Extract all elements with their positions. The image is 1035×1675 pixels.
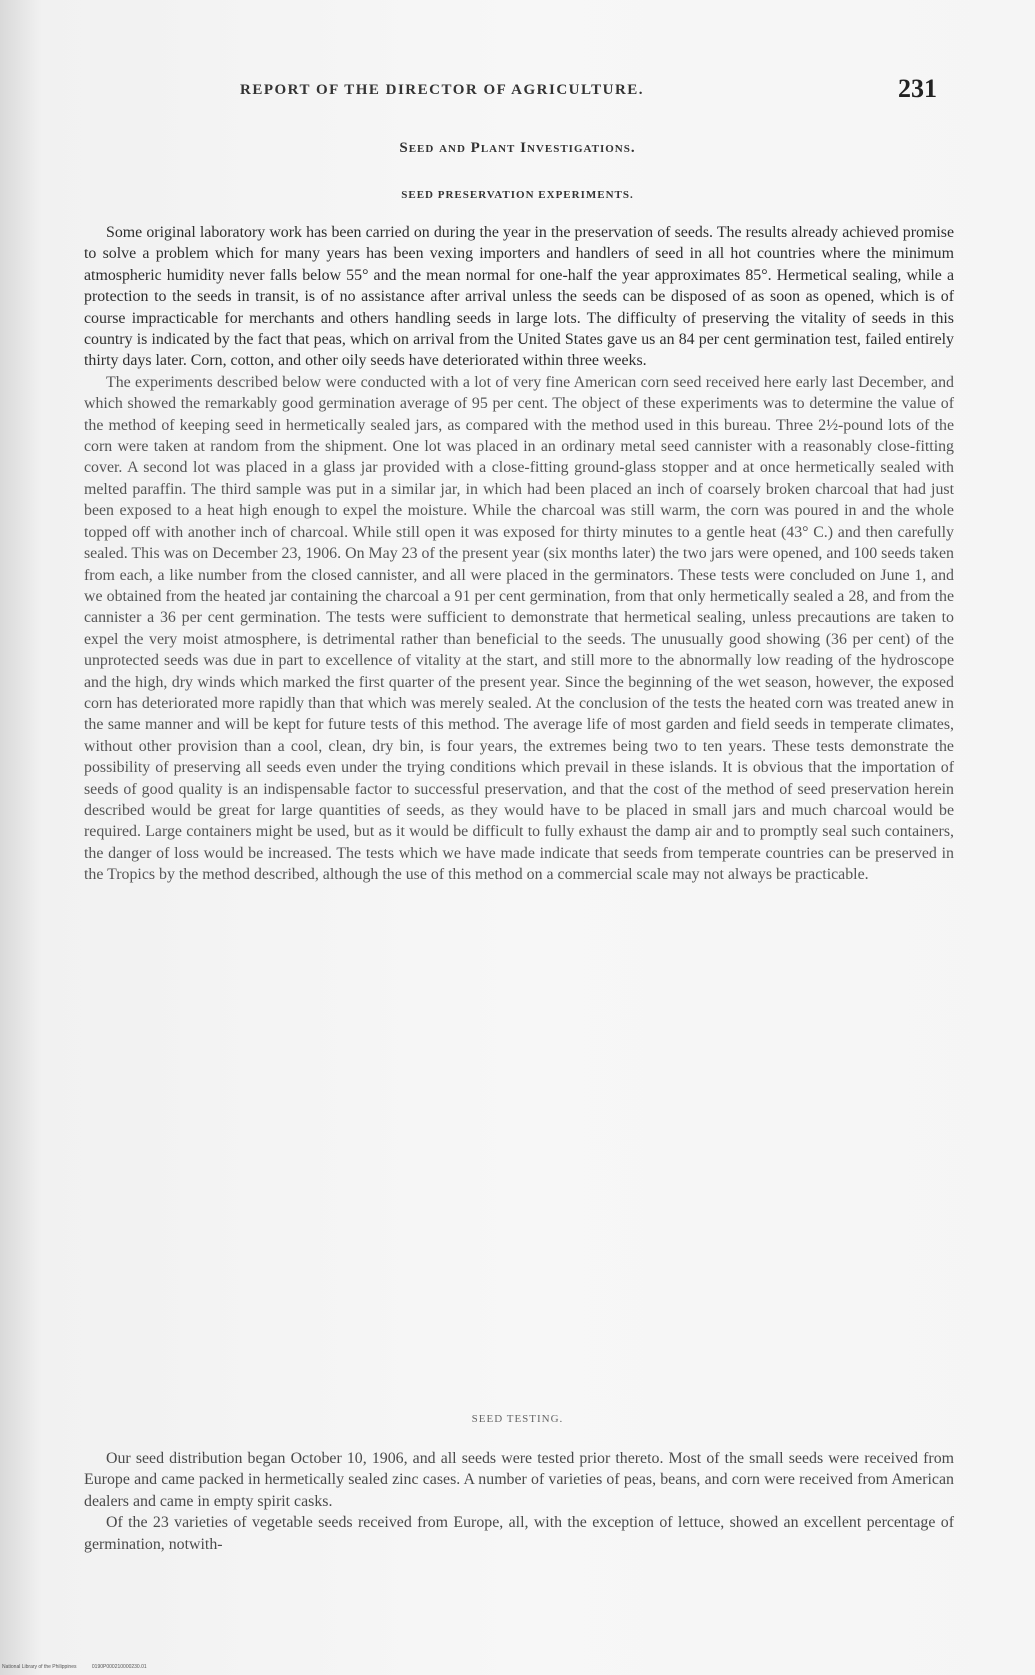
footer-library: National Library of the Philippines (2, 1664, 77, 1670)
seed-testing-text (84, 1448, 954, 1555)
scan-footer (2, 1664, 147, 1670)
paragraph: The experiments described below were conducted with a lot of very fine American corn seed received here early last December, and which showed the remarkably good germination average of 95 per cent. The object of these experiments was to determine the value of the method of keeping seed in hermetically sealed jars, as compared with the method used in this bureau. Three 2½-pound lots of the corn were taken at random from the shipment. One lot was placed in an ordinary metal seed cannister with a reasonably close-fitting cover. A second lot was placed in a glass jar provided with a close-fitting ground-glass stopper and at once hermetically sealed with melted paraffin. The third sample was put in a similar jar, in which had been placed an inch of coarsely broken charcoal that had just been exposed to a heat high enough to expel the moisture. While the charcoal was still warm, the corn was poured in and the whole topped off with another inch of charcoal. While still open it was exposed for thirty minutes to a gentle heat (43° C.) and then carefully sealed. This was on December 23, 1906. On May 23 of the present year (six months later) the two jars were opened, and 100 seeds taken from each, a like number from the closed cannister, and all were placed in the germinators. These tests were concluded on June 1, and we obtained from the heated jar containing the charcoal a 91 per cent germination, from that only hermetically sealed a 28, and from the cannister a 36 per cent germination. The tests were sufficient to demonstrate that hermetical sealing, unless precautions are taken to expel the very moist atmosphere, is detrimental rather than beneficial to the seeds. The unusually good showing (36 per cent) of the unprotected seeds was due in part to excellence of vitality at the start, and still more to the abnormally low reading of the hydroscope and the high, dry winds which marked the first quarter of the present year. Since the beginning of the wet season, however, the exposed corn has deteriorated more rapidly than that which was merely sealed. At the conclusion of the tests the heated corn was treated anew in the same manner and will be kept for future tests of this method. The average life of most garden and field seeds in temperate climates, without other provision than a cool, clean, dry bin, is four years, the extremes being two to ten years. These tests demonstrate the possibility of preserving all seeds even under the trying conditions which prevail in these islands. It is obvious that the importation of seeds of good quality is an indispensable factor to successful preservation, and that the cost of the method of seed preservation herein described would be great for large quantities of seeds, as they would have to be placed in small jars and much charcoal would be required. Large containers might be used, but as it would be difficult to fully exhaust the damp air and to promptly seal such containers, the danger of loss would be increased. The tests which we have made indicate that seeds from temperate countries can be preserved in the Tropics by the method described, although the use of this method on a commercial scale may not always be practicable. (84, 373, 954, 884)
paragraph: Of the 23 varieties of vegetable seeds received from Europe, all, with the exception of lettuce, showed an excellent percentage of germination, notwith- (84, 1514, 954, 1553)
subsection-title-seed-testing: SEED TESTING. (471, 1413, 564, 1425)
running-header: REPORT OF THE DIRECTOR OF AGRICULTURE. (240, 82, 645, 98)
subsection-title-seed-preservation: SEED PRESERVATION EXPERIMENTS. (401, 189, 634, 201)
paragraph: Some original laboratory work has been carried on during the year in the preservation of seeds. The results already achieved promise to solve a problem which for many years has been vexing importers and handlers of seed in all hot countries where the minimum atmospheric humidity never falls below 55° and the mean normal for one-half the year approximates 85°. Hermetical sealing, while a protection to the seeds in transit, is of no assistance after arrival unless the seeds can be disposed of as soon as opened, which is of course impracticable for merchants and others handling seeds in large lots. The difficulty of preserving the vitality of seeds in this country is indicated by the fact that peas, which on arrival from the United States gave us an 84 per cent germination test, failed entirely thirty days later. Corn, cotton, and other oily seeds have deteriorated within three weeks. (84, 224, 954, 370)
footer-identifier: 0190P000210000230.01 (91, 1664, 147, 1670)
page-number: 231 (898, 74, 937, 103)
seed-preservation-text (84, 222, 954, 886)
paragraph: Our seed distribution began October 10, 1906, and all seeds were tested prior thereto. Most of the small seeds were received from Europe and came packed in hermetically sealed zinc cases. A number of varieties of peas, beans, and corn were received from American dealers and came in empty spirit casks. (84, 1450, 954, 1510)
section-title: Seed and Plant Investigations. (399, 140, 636, 156)
